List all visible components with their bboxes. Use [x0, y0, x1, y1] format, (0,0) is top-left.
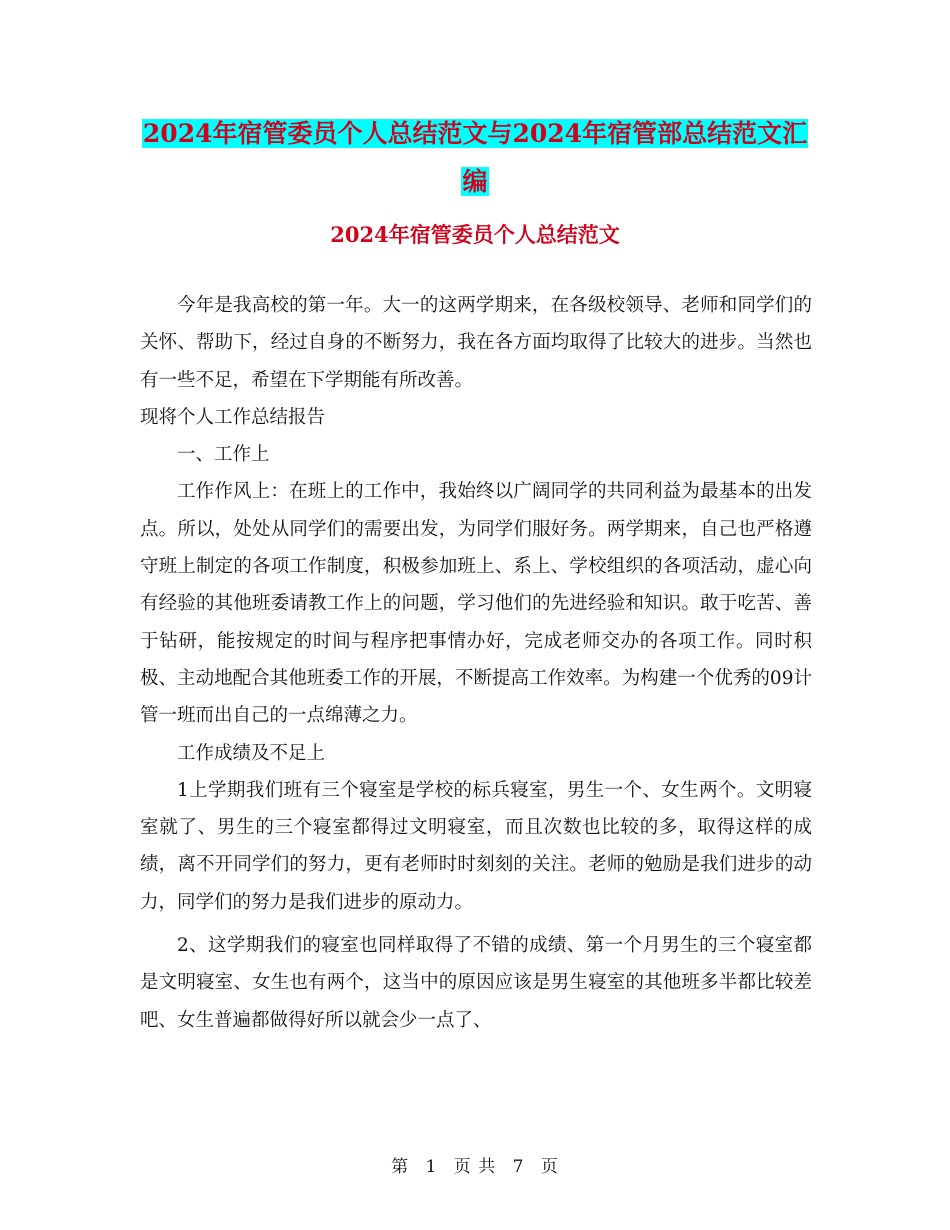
- paragraph-report-line: 现将个人工作总结报告: [140, 406, 326, 428]
- paragraph-work-style: 工作作风上：在班上的工作中，我始终以广阔同学的共同利益为最基本的出发点。所以，处处从同学们的需要出发，为同学们服好务。两学期来，自己也严格遵守班上制定的各项工作制度，积极参加班上、系上、学校组织的各项活动，虚心向有经验的其他班委请教工作上的问题，学习他们的先进经验和知识。敢于吃苦、善于钻研，能按规定的时间与程序把事情办好，完成老师交办的各项工作。同时积极、主动地配合其他班委工作的开展，不断提高工作效率。为构建一个优秀的09计管一班而出自己的一点绵薄之力。: [140, 481, 812, 727]
- footer-suffix: 页: [540, 1157, 559, 1177]
- footer-page-number: 1: [425, 1157, 438, 1177]
- document-title: [140, 110, 810, 206]
- page-footer: [0, 1152, 950, 1177]
- paragraph-heading-work: 一、工作上: [177, 444, 270, 466]
- footer-middle: 页 共: [453, 1157, 497, 1177]
- document-title-text: 2024年宿管委员个人总结范文与2024年宿管部总结范文汇编: [142, 119, 808, 196]
- paragraph-achievement-2: 2、这学期我们的寝室也同样取得了不错的成绩、第一个月男生的三个寝室都是文明寝室、女生也有两个，这当中的原因应该是男生寝室的其他班多半都比较差吧、女生普遍都做得好所以就会少一点了、: [140, 935, 812, 1031]
- paragraph-intro: 今年是我高校的第一年。大一的这两学期来，在各级校领导、老师和同学们的关怀、帮助下，经过自身的不断努力，我在各方面均取得了比较大的进步。当然也有一些不足，希望在下学期能有所改善。: [140, 295, 812, 391]
- paragraph-achievement-1: 1上学期我们班有三个寝室是学校的标兵寝室，男生一个、女生两个。文明寝室就了、男生的三个寝室都得过文明寝室，而且次数也比较的多，取得这样的成绩，离不开同学们的努力，更有老师时时刻刻的关注。老师的勉励是我们进步的动力，同学们的努力是我们进步的原动力。: [140, 779, 812, 913]
- footer-prefix: 第: [391, 1157, 410, 1177]
- document-body: [140, 287, 812, 1039]
- footer-total-pages: 7: [512, 1157, 525, 1177]
- section-title: 2024年宿管委员个人总结范文: [330, 222, 620, 247]
- paragraph-heading-achievements: 工作成绩及不足上: [177, 742, 326, 764]
